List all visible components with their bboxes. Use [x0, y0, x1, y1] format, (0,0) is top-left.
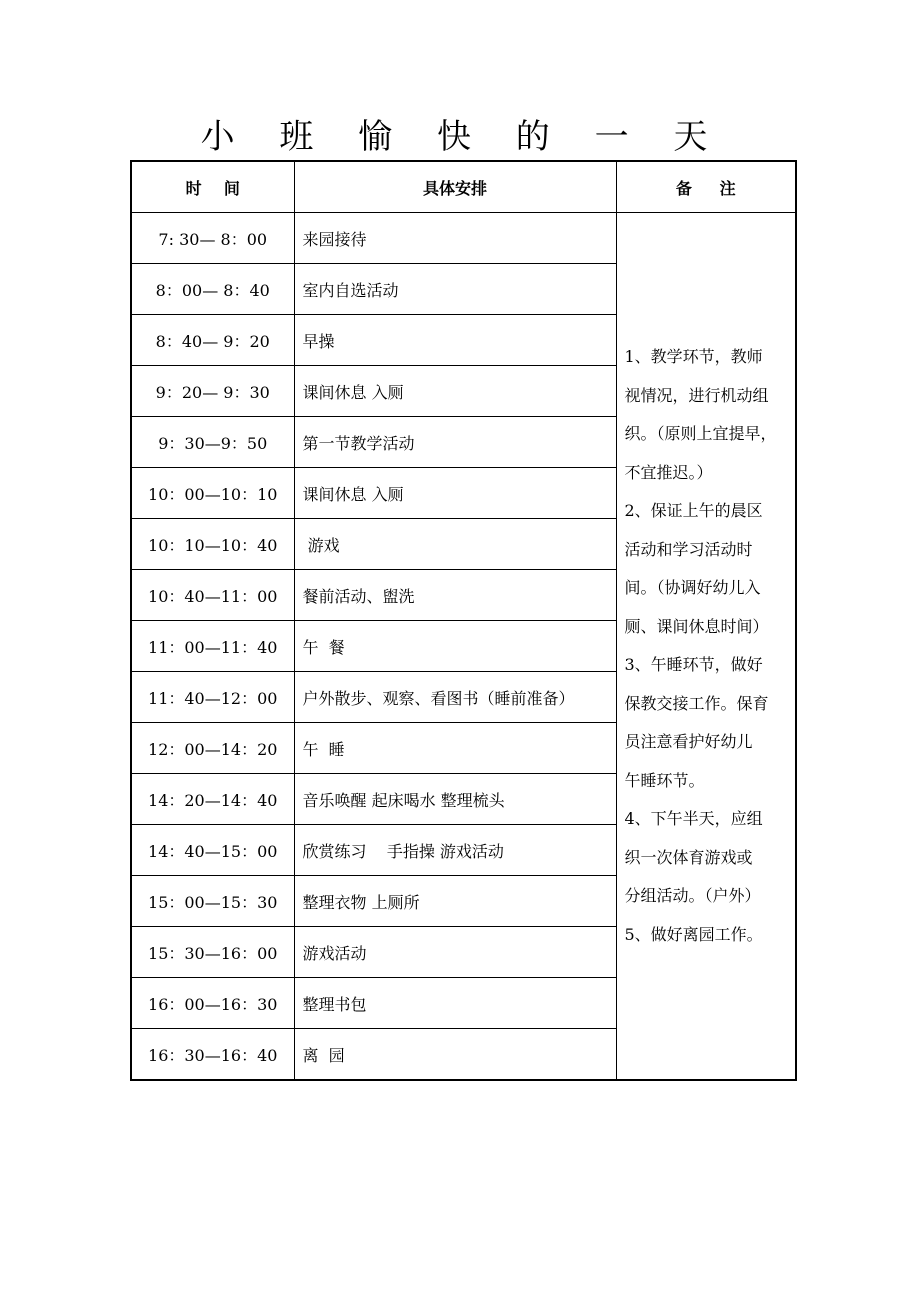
time-cell: 10：40—11：00: [131, 570, 294, 621]
time-cell: 14：20—14：40: [131, 774, 294, 825]
note-line: 活动和学习活动时: [624, 539, 753, 559]
time-cell: 8：00— 8：40: [131, 264, 294, 315]
time-cell: 7: 30— 8：00: [131, 213, 294, 264]
note-line: 3、午睡环节，做好: [624, 655, 763, 674]
time-cell: 16：30—16：40: [131, 1029, 294, 1081]
plan-cell: 午 餐: [294, 621, 616, 672]
time-cell: 10：00—10：10: [131, 468, 294, 519]
header-note: 备 注: [616, 161, 796, 213]
note-line: 间。（协调好幼儿入: [624, 578, 761, 597]
plan-cell: 欣赏练习 手指操 游戏活动: [294, 825, 616, 876]
time-cell: 8：40— 9：20: [131, 315, 294, 366]
plan-cell: 课间休息 入厕: [294, 468, 616, 519]
plan-cell: 课间休息 入厕: [294, 366, 616, 417]
note-line: 织。（原则上宜提早，: [624, 424, 777, 443]
time-cell: 10：10—10：40: [131, 519, 294, 570]
header-time: 时 间: [131, 161, 294, 213]
header-row: [131, 161, 796, 213]
note-line: 厕、课间休息时间）: [624, 616, 769, 636]
note-line: 视情况，进行机动组: [624, 385, 769, 405]
plan-cell: 离 园: [294, 1029, 616, 1081]
plan-cell: 来园接待: [294, 213, 616, 264]
note-line: 分组活动。（户外）: [624, 886, 761, 905]
note-line: 2、保证上午的晨区: [624, 501, 763, 520]
note-line: 织一次体育游戏或: [624, 847, 753, 867]
note-line: 保教交接工作。保育: [624, 693, 769, 713]
time-cell: 15：30—16：00: [131, 927, 294, 978]
note-line: 5、做好离园工作。: [624, 924, 763, 944]
plan-cell: 游戏活动: [294, 927, 616, 978]
plan-cell: 户外散步、观察、看图书（睡前准备）: [294, 672, 616, 723]
plan-cell: 早操: [294, 315, 616, 366]
plan-cell: 游戏: [294, 519, 616, 570]
time-cell: 11：00—11：40: [131, 621, 294, 672]
schedule-table: [130, 160, 797, 1081]
plan-cell: 第一节教学活动: [294, 417, 616, 468]
time-cell: 12：00—14：20: [131, 723, 294, 774]
note-line: 4、下午半天，应组: [624, 809, 763, 828]
plan-cell: 音乐唤醒 起床喝水 整理梳头: [294, 774, 616, 825]
plan-cell: 整理书包: [294, 978, 616, 1029]
plan-cell: 午 睡: [294, 723, 616, 774]
time-cell: 15：00—15：30: [131, 876, 294, 927]
table-row: [131, 213, 796, 264]
time-cell: 16：00—16：30: [131, 978, 294, 1029]
note-line: 1、教学环节，教师: [624, 347, 763, 366]
header-plan: 具体安排: [294, 161, 616, 213]
page-title: 小 班 愉 快 的 一 天: [200, 117, 725, 157]
plan-cell: 整理衣物 上厕所: [294, 876, 616, 927]
plan-cell: 餐前活动、盥洗: [294, 570, 616, 621]
time-cell: 9：30—9：50: [131, 417, 294, 468]
time-cell: 14：40—15：00: [131, 825, 294, 876]
time-cell: 9：20— 9：30: [131, 366, 294, 417]
note-line: 员注意看护好幼儿: [624, 732, 753, 751]
plan-cell: 室内自选活动: [294, 264, 616, 315]
note-line: 午睡环节。: [624, 770, 705, 790]
notes-cell: [616, 213, 796, 1081]
note-line: 不宜推迟。）: [624, 462, 713, 482]
time-cell: 11：40—12：00: [131, 672, 294, 723]
